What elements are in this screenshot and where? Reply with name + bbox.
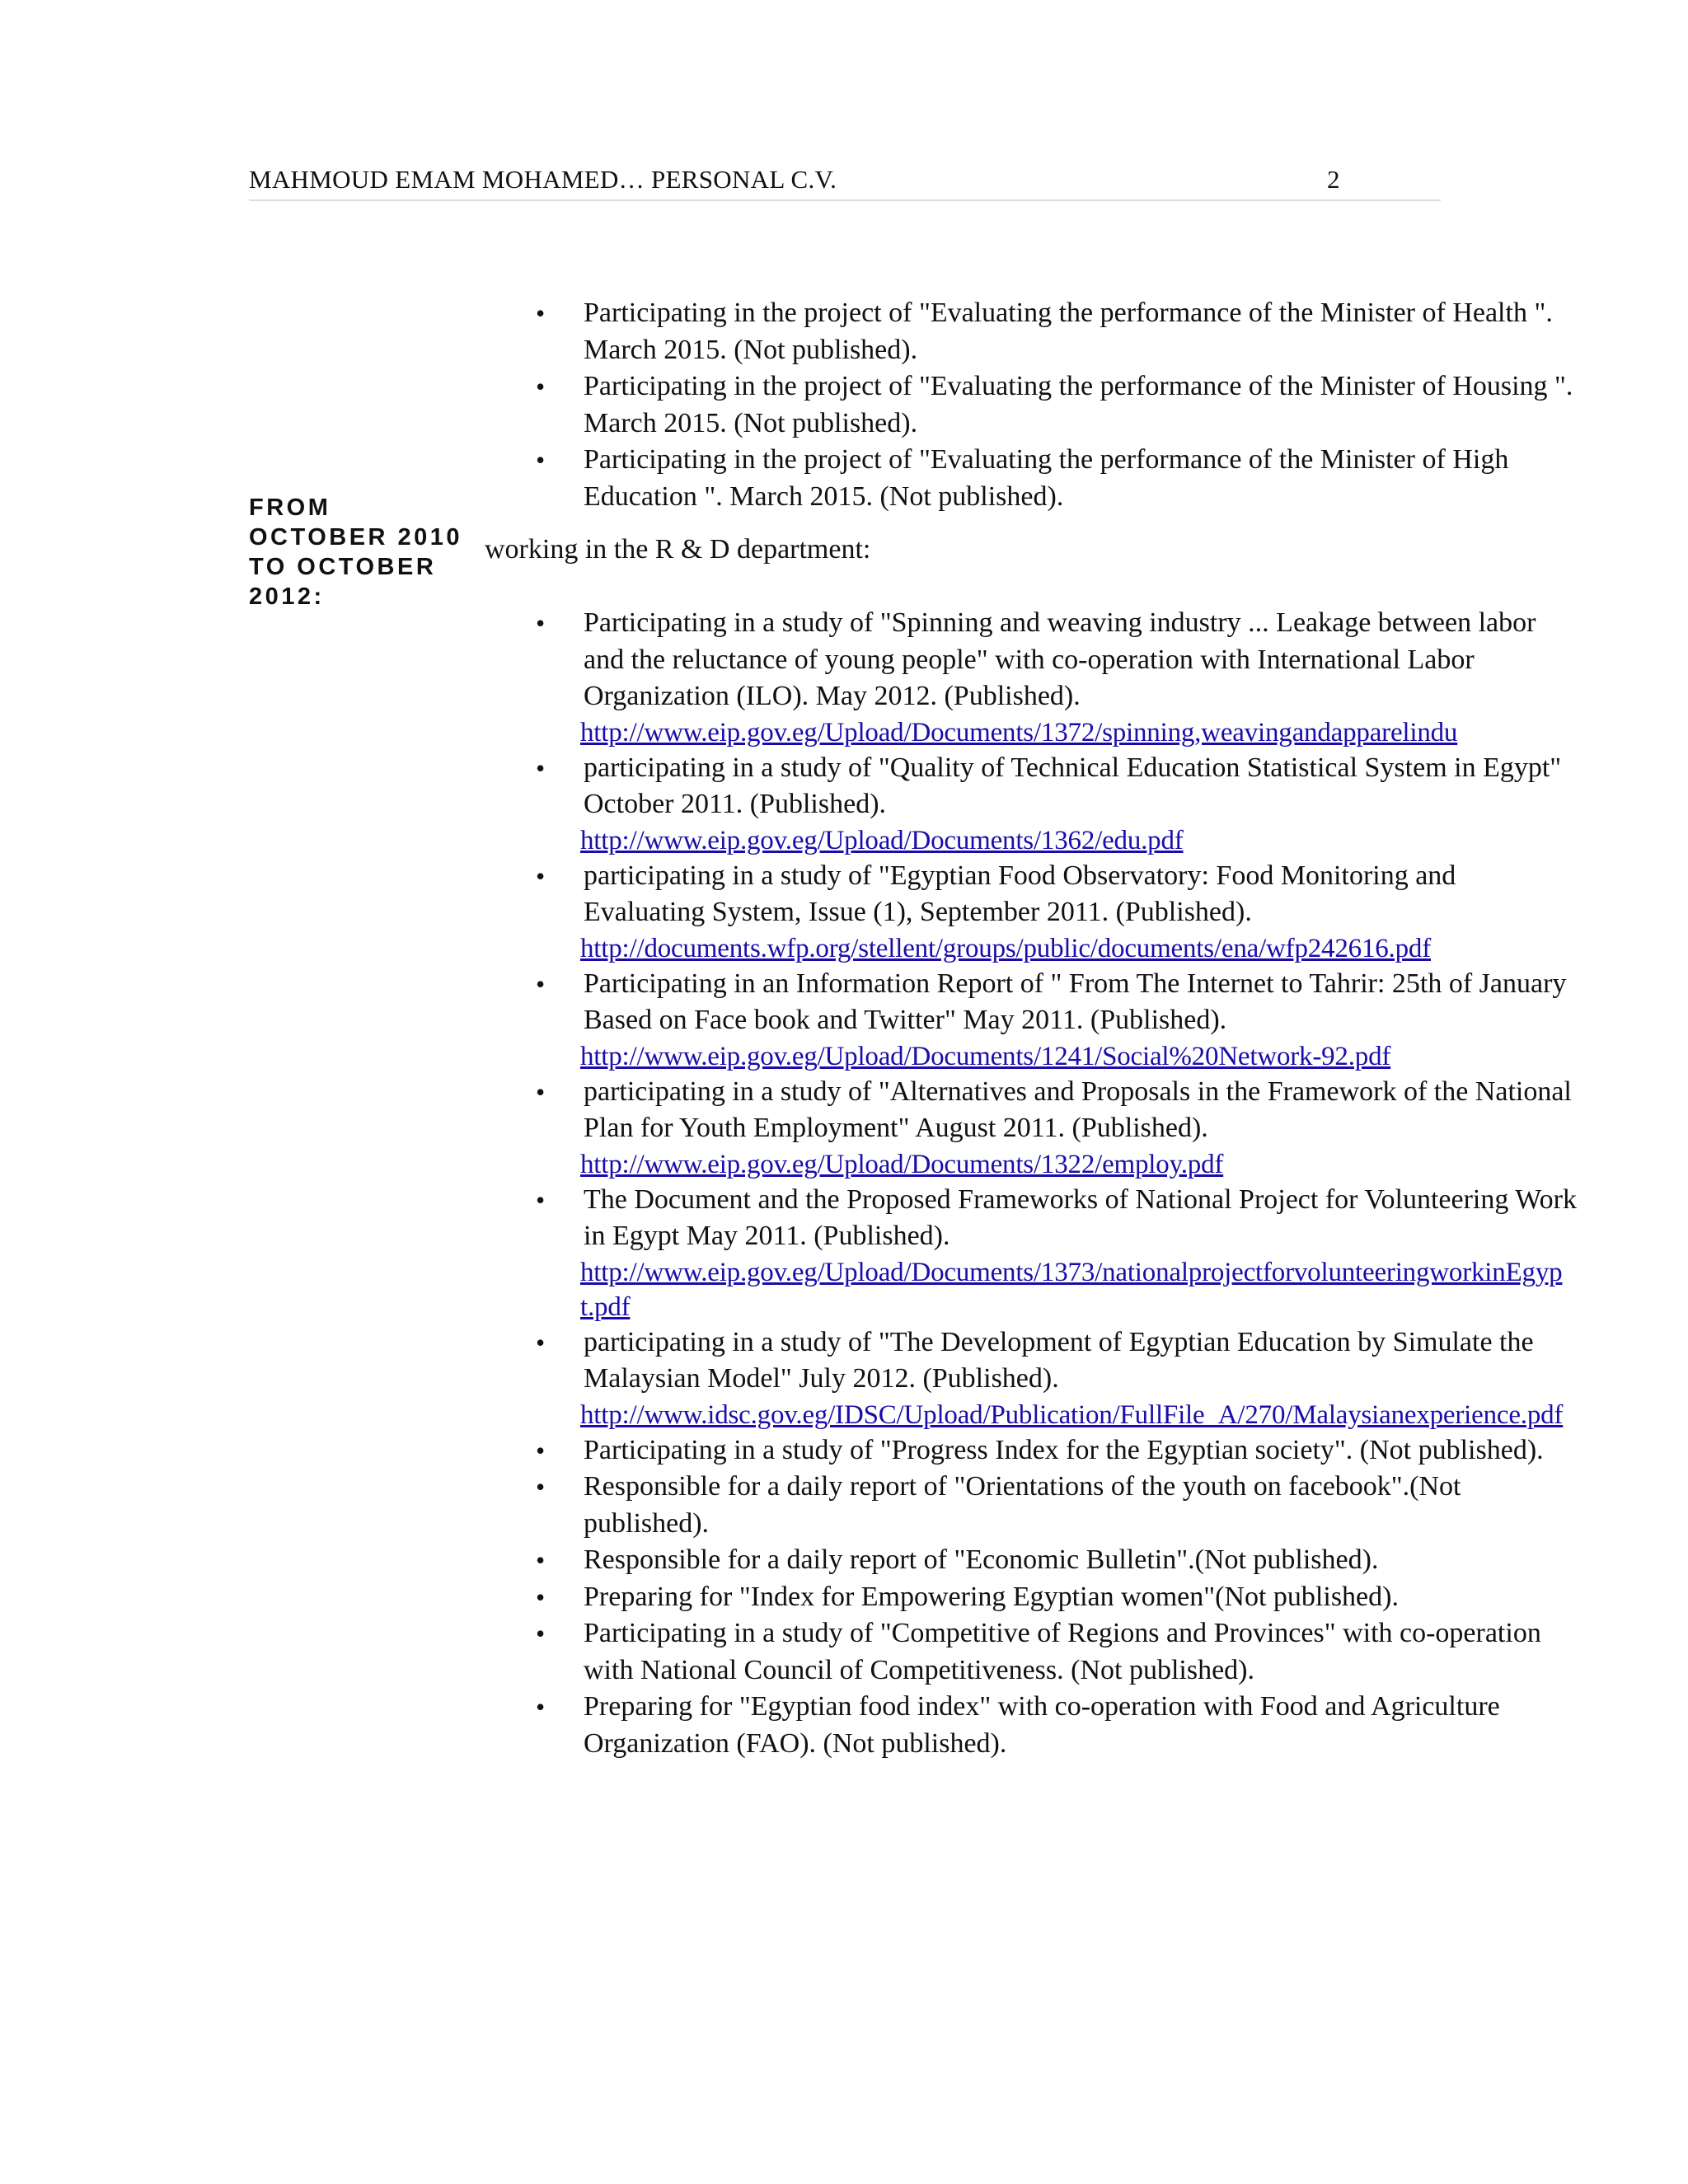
list-item	[0, 1615, 1688, 1689]
rd-items-list	[0, 605, 1688, 1762]
item-text: Participating in the project of "Evaluating the performance of the Minister of Housing ". March 2015. (Not published).	[584, 371, 1573, 438]
bullet-icon: •	[536, 608, 546, 638]
item-text: Participating in the project of "Evaluating the performance of the Minister of High Education ". March 2015. (Not published).	[584, 444, 1509, 512]
bullet-icon: •	[536, 445, 546, 475]
bullet-icon: •	[536, 298, 546, 328]
document-link[interactable]: http://www.eip.gov.eg/Upload/Documents/1372/spinning,weavingandapparelindu	[580, 717, 1458, 748]
document-link[interactable]: http://documents.wfp.org/stellent/groups/public/documents/ena/wfp242616.pdf	[580, 933, 1431, 963]
bullet-icon: •	[536, 860, 546, 891]
header-title: MAHMOUD EMAM MOHAMED… PERSONAL C.V.	[249, 165, 837, 194]
item-text: participating in a study of "The Development of Egyptian Education by Simulate the Malaysian Model" July 2012. (Published).	[584, 1326, 1534, 1394]
list-item	[0, 966, 1688, 1074]
item-text: Responsible for a daily report of "Orientations of the youth on facebook".(Not published).	[584, 1471, 1461, 1539]
bullet-icon: •	[536, 1435, 546, 1465]
document-link[interactable]: http://www.eip.gov.eg/Upload/Documents/1362/edu.pdf	[580, 825, 1184, 855]
document-link[interactable]: http://www.eip.gov.eg/Upload/Documents/1241/Social%20Network-92.pdf	[580, 1041, 1391, 1071]
item-text: Participating in a study of "Spinning and weaving industry ... Leakage between labor and the reluctance of young people" with co-operation with International Labor Organization (ILO). May 2012. (Published).	[584, 607, 1536, 711]
item-text: Participating in a study of "Progress Index for the Egyptian society". (Not published).	[584, 1434, 1544, 1465]
item-text: Participating in an Information Report of " From The Internet to Tahrir: 25th of January Based on Face book and Twitter" May 2011. (Published).	[584, 968, 1567, 1035]
bullet-icon: •	[536, 752, 546, 783]
bullet-icon: •	[536, 1076, 546, 1107]
page-header	[249, 162, 1441, 201]
list-item	[0, 368, 1688, 442]
bullet-icon: •	[536, 1545, 546, 1575]
list-item	[0, 1469, 1688, 1542]
bullet-icon: •	[536, 1582, 546, 1612]
period-label: FROM OCTOBER 2010 TO OCTOBER 2012:	[249, 494, 463, 610]
document-link[interactable]: http://www.idsc.gov.eg/IDSC/Upload/Publication/FullFile_A/270/Malaysianexperience.pdf	[580, 1399, 1564, 1430]
page-number: 2	[1327, 165, 1340, 194]
item-text: Participating in the project of "Evaluating the performance of the Minister of Health ". March 2015. (Not published).	[584, 298, 1553, 365]
list-item	[0, 1324, 1688, 1432]
department-line: working in the R & D department:	[485, 534, 871, 565]
bullet-icon: •	[536, 1184, 546, 1215]
list-item	[0, 750, 1688, 858]
list-item	[0, 295, 1688, 368]
bullet-icon: •	[536, 1472, 546, 1502]
item-text: participating in a study of "Alternatives and Proposals in the Framework of the National Plan for Youth Employment" August 2011. (Published).	[584, 1076, 1572, 1143]
bullet-icon: •	[536, 1692, 546, 1722]
list-item	[0, 1542, 1688, 1579]
list-item	[0, 1182, 1688, 1324]
bullet-icon: •	[536, 1327, 546, 1357]
ministers-projects-list	[0, 295, 1688, 515]
bullet-icon: •	[536, 1619, 546, 1648]
item-text: The Document and the Proposed Frameworks of National Project for Volunteering Work in Egypt May 2011. (Published).	[584, 1183, 1577, 1251]
document-link[interactable]: http://www.eip.gov.eg/Upload/Documents/1322/employ.pdf	[580, 1149, 1224, 1179]
item-text: Participating in a study of "Competitive of Regions and Provinces" with co-operation with National Council of Competitiveness. (Not published).	[584, 1618, 1541, 1685]
bullet-icon: •	[536, 968, 546, 999]
item-text: participating in a study of "Egyptian Food Observatory: Food Monitoring and Evaluating System, Issue (1), September 2011. (Published).	[584, 860, 1456, 927]
list-item	[0, 1432, 1688, 1469]
document-link[interactable]: http://www.eip.gov.eg/Upload/Documents/1373/nationalprojectforvolunteeringworkinEgypt.pdf	[580, 1257, 1563, 1322]
list-item	[0, 605, 1688, 750]
item-text: Preparing for "Egyptian food index" with co-operation with Food and Agriculture Organization (FAO). (Not published).	[584, 1691, 1500, 1759]
list-item	[0, 858, 1688, 966]
item-text: participating in a study of "Quality of Technical Education Statistical System in Egypt" October 2011. (Published).	[584, 752, 1562, 819]
list-item	[0, 1074, 1688, 1182]
item-text: Responsible for a daily report of "Economic Bulletin".(Not published).	[584, 1544, 1379, 1575]
item-text: Preparing for "Index for Empowering Egyptian women"(Not published).	[584, 1581, 1399, 1612]
list-item	[0, 1579, 1688, 1616]
bullet-icon: •	[536, 372, 546, 401]
list-item	[0, 1689, 1688, 1762]
